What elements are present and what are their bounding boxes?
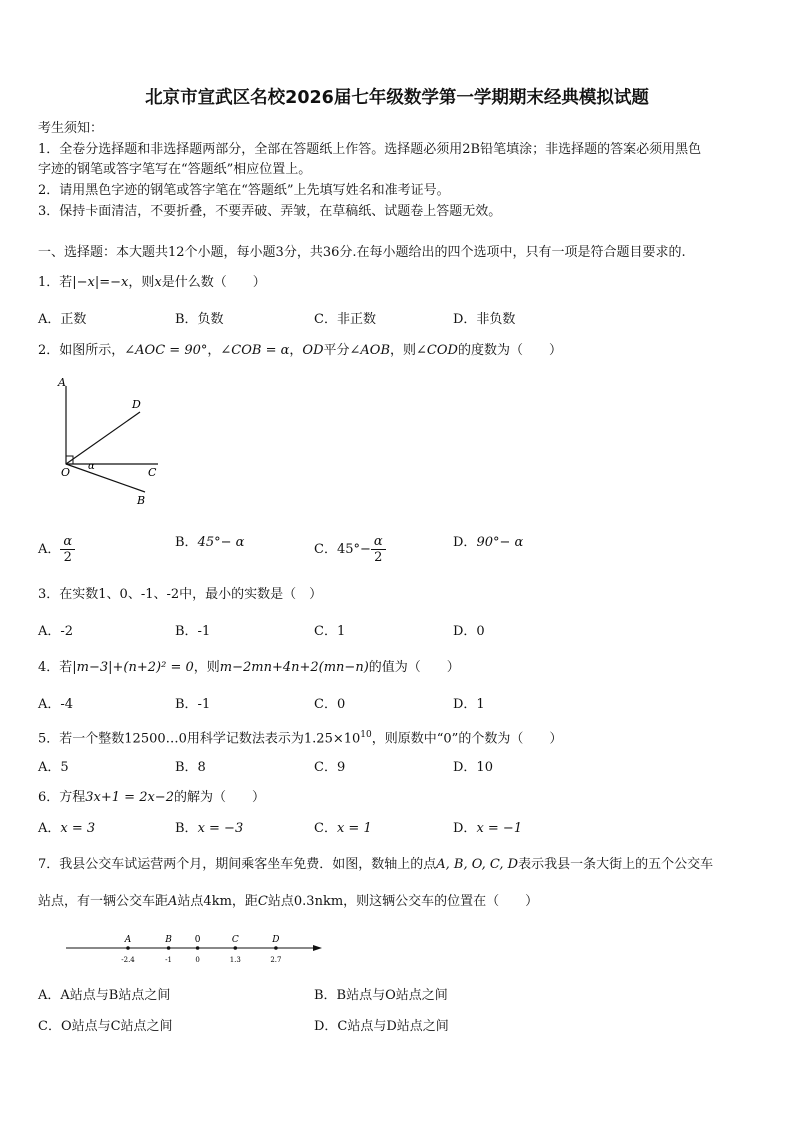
- q7-line1-post: 表示我县一条大街上的五个公交车: [518, 857, 714, 872]
- q7-line2-c: ，距: [231, 894, 258, 909]
- q6-opt-c-label: C．: [314, 821, 337, 836]
- q6-option-c[interactable]: [314, 820, 372, 838]
- q3-option-c[interactable]: C．1: [314, 624, 346, 639]
- q6-opt-a: x = 3: [60, 821, 96, 836]
- q6-opt-d-label: D．: [453, 821, 477, 836]
- axis-point-3: [234, 946, 238, 950]
- axis-point-value-3: 1.3: [229, 956, 241, 964]
- question-4: [38, 659, 460, 677]
- q2-s2: ，: [289, 343, 303, 358]
- q6-post: 的解为（ ）: [173, 790, 265, 805]
- axis-point-label-3: C: [231, 935, 239, 945]
- section-heading: 一、选择题：本大题共12个小题，每小题3分，共36分.在每小题给出的四个选项中，只有一项是符合题目要求的.: [38, 245, 686, 260]
- question-6: [38, 789, 265, 807]
- axis-point-0: [126, 946, 130, 950]
- q5-option-b[interactable]: B．8: [175, 760, 206, 775]
- q1-post2: 是什么数（ ）: [161, 275, 266, 290]
- notice-line-1: 1．全卷分选择题和非选择题两部分，全部在答题纸上作答。选择题必须用2B铅笔填涂；非选择题的答案必须用黑色: [38, 142, 702, 157]
- q4-option-c[interactable]: C．0: [314, 697, 346, 712]
- question-1: [38, 274, 266, 292]
- q4-pre: 4．若: [38, 660, 73, 675]
- q2-opt-a-num: α: [60, 534, 75, 550]
- question-5: [38, 726, 562, 748]
- angle-figure: [50, 372, 170, 512]
- q7-line2-b: 站点: [177, 894, 204, 909]
- q2-opt-b-expr: 45°− α: [197, 535, 245, 550]
- notice-line-3: 2．请用黑色字迹的钢笔或答字笔在“答题纸”上先填写姓名和准考证号。: [38, 183, 450, 198]
- notice-line-4: 3．保持卡面清洁，不要折叠，不要弄破、弄皱，在草稿纸、试题卷上答题无效。: [38, 204, 502, 219]
- q6-opt-d: x = −1: [476, 821, 523, 836]
- q5-option-c[interactable]: C．9: [314, 760, 346, 775]
- q2-opt-a-label: A．: [38, 542, 61, 557]
- q7-option-d[interactable]: D．C站点与D站点之间: [314, 1019, 449, 1034]
- q4-mid: ，则: [193, 660, 220, 675]
- label-A: A: [58, 376, 66, 389]
- q7-option-b[interactable]: B．B站点与O站点之间: [314, 988, 448, 1003]
- q2-opt-d-label: D．: [453, 535, 477, 550]
- q5-option-d[interactable]: D．10: [453, 760, 493, 775]
- q7-option-a[interactable]: A．A站点与B站点之间: [38, 988, 171, 1003]
- q1-option-c[interactable]: C．非正数: [314, 312, 376, 327]
- q1-var: x: [154, 275, 162, 290]
- q4-post: 的值为（ ）: [368, 660, 460, 675]
- axis-point-value-4: 2.7: [270, 956, 282, 964]
- q7-line2-e: ，则这辆公交车的位置在（ ）: [343, 894, 539, 909]
- q4-expr2: m−2mn+4n+2(mn−n): [219, 660, 369, 675]
- label-O: O: [61, 466, 71, 479]
- axis-point-value-0: -2.4: [121, 956, 135, 964]
- axis-point-label-1: B: [165, 935, 172, 945]
- q6-option-a[interactable]: [38, 820, 95, 838]
- q6-pre: 6．方程: [38, 790, 86, 805]
- axis-point-value-2: 0: [195, 956, 200, 964]
- q1-post1: ，则: [128, 275, 155, 290]
- q2-opt-c-fraction: [371, 534, 386, 565]
- q2-s3: 平分: [323, 343, 350, 358]
- q1-pre: 1．若: [38, 275, 73, 290]
- axis-point-2: [196, 946, 200, 950]
- q2-option-b[interactable]: [175, 534, 244, 552]
- q2-opt-d-expr: 90°− α: [476, 535, 524, 550]
- q3-option-b[interactable]: B．-1: [175, 624, 211, 639]
- notice-heading: 考生须知：: [38, 121, 104, 136]
- q7-line1-pre: 7．我县公交车试运营两个月，期间乘客坐车免费．如图，数轴上的点: [38, 857, 437, 872]
- q5-exp: 10: [360, 730, 372, 740]
- q1-option-a[interactable]: A．正数: [38, 312, 87, 327]
- q4-expr1: |m−3|+(n+2)² = 0: [72, 660, 194, 675]
- q2-e4: ∠AOB: [349, 343, 391, 358]
- label-B: B: [137, 494, 146, 507]
- axis-point-value-1: -1: [165, 956, 173, 964]
- q2-s5: 的度数为（ ）: [457, 343, 562, 358]
- q1-option-b[interactable]: B．负数: [175, 312, 224, 327]
- q7-option-c[interactable]: C．O站点与C站点之间: [38, 1019, 173, 1034]
- axis-point-label-4: D: [272, 935, 280, 945]
- label-alpha: α: [88, 461, 95, 472]
- q2-e2: ∠COB = α: [220, 343, 290, 358]
- question-3: 3．在实数1、0、-1、-2中，最小的实数是（ ）: [38, 587, 323, 602]
- q4-option-a[interactable]: A．-4: [38, 697, 74, 712]
- q7-line2-a: 站点，有一辆公交车距: [38, 894, 169, 909]
- notice-line-2: 字迹的钢笔或答字笔写在“答题纸”相应位置上。: [38, 162, 312, 177]
- q6-option-b[interactable]: [175, 820, 243, 838]
- q6-opt-a-label: A．: [38, 821, 61, 836]
- q5-sci: 1.25×10: [303, 731, 361, 747]
- q2-pre: 2．如图所示，: [38, 343, 125, 358]
- q2-e3: OD: [302, 343, 324, 358]
- q6-option-d[interactable]: [453, 820, 522, 838]
- q6-opt-b-label: B．: [175, 821, 198, 836]
- q2-option-a[interactable]: [38, 534, 75, 565]
- q1-option-d[interactable]: D．非负数: [453, 312, 516, 327]
- q2-opt-a-den: 2: [63, 550, 72, 565]
- question-7-line-1: [38, 856, 713, 874]
- q6-opt-c: x = 1: [336, 821, 372, 836]
- label-D: D: [132, 398, 141, 411]
- q7-line2-d1: 4km: [203, 894, 232, 909]
- q7-line2-d: 站点: [267, 894, 294, 909]
- q2-opt-c-label: C．: [314, 542, 337, 557]
- q2-e5: ∠COD: [416, 343, 458, 358]
- q2-opt-c-den: 2: [374, 550, 383, 565]
- q2-opt-b-label: B．: [175, 535, 198, 550]
- q3-option-a[interactable]: A．-2: [38, 624, 74, 639]
- page-title: 北京市宣武区名校2026届七年级数学第一学期期末经典模拟试题: [145, 88, 649, 108]
- q4-option-d[interactable]: D．1: [453, 697, 485, 712]
- axis-point-4: [274, 946, 278, 950]
- question-7-line-2: [38, 893, 538, 911]
- q2-s4: ，则: [390, 343, 417, 358]
- q6-expr: 3x+1 = 2x−2: [85, 790, 174, 805]
- q3-option-d[interactable]: D．0: [453, 624, 485, 639]
- q2-e1: ∠AOC = 90°: [124, 343, 208, 358]
- q4-option-b[interactable]: B．-1: [175, 697, 211, 712]
- q2-opt-c-num: α: [371, 534, 386, 550]
- question-2: [38, 342, 562, 360]
- q1-expr: |−x|=−x: [72, 275, 129, 290]
- q7-line1-pts: A, B, O, C, D: [436, 857, 519, 872]
- number-line: [60, 928, 330, 970]
- q5-option-a[interactable]: A．5: [38, 760, 69, 775]
- axis-point-label-0: A: [124, 935, 132, 945]
- q2-option-c[interactable]: [314, 534, 386, 565]
- q6-opt-b: x = −3: [197, 821, 244, 836]
- q2-opt-c-pre: 45°−: [336, 542, 371, 557]
- q5-post: ，则原数中“0”的个数为（ ）: [371, 731, 563, 747]
- q7-line2-C: C: [257, 894, 268, 909]
- q2-opt-a-fraction: [60, 534, 75, 565]
- axis-point-label-2: 0: [194, 935, 201, 945]
- q5-pre: 5．若一个整数12500…0用科学记数法表示为: [38, 731, 304, 747]
- q7-line2-d2: 0.3nkm: [293, 894, 344, 909]
- q2-option-d[interactable]: [453, 534, 523, 552]
- axis-point-1: [167, 946, 171, 950]
- label-C: C: [148, 466, 157, 479]
- q7-line2-A: A: [168, 894, 178, 909]
- q2-s1: ，: [207, 343, 221, 358]
